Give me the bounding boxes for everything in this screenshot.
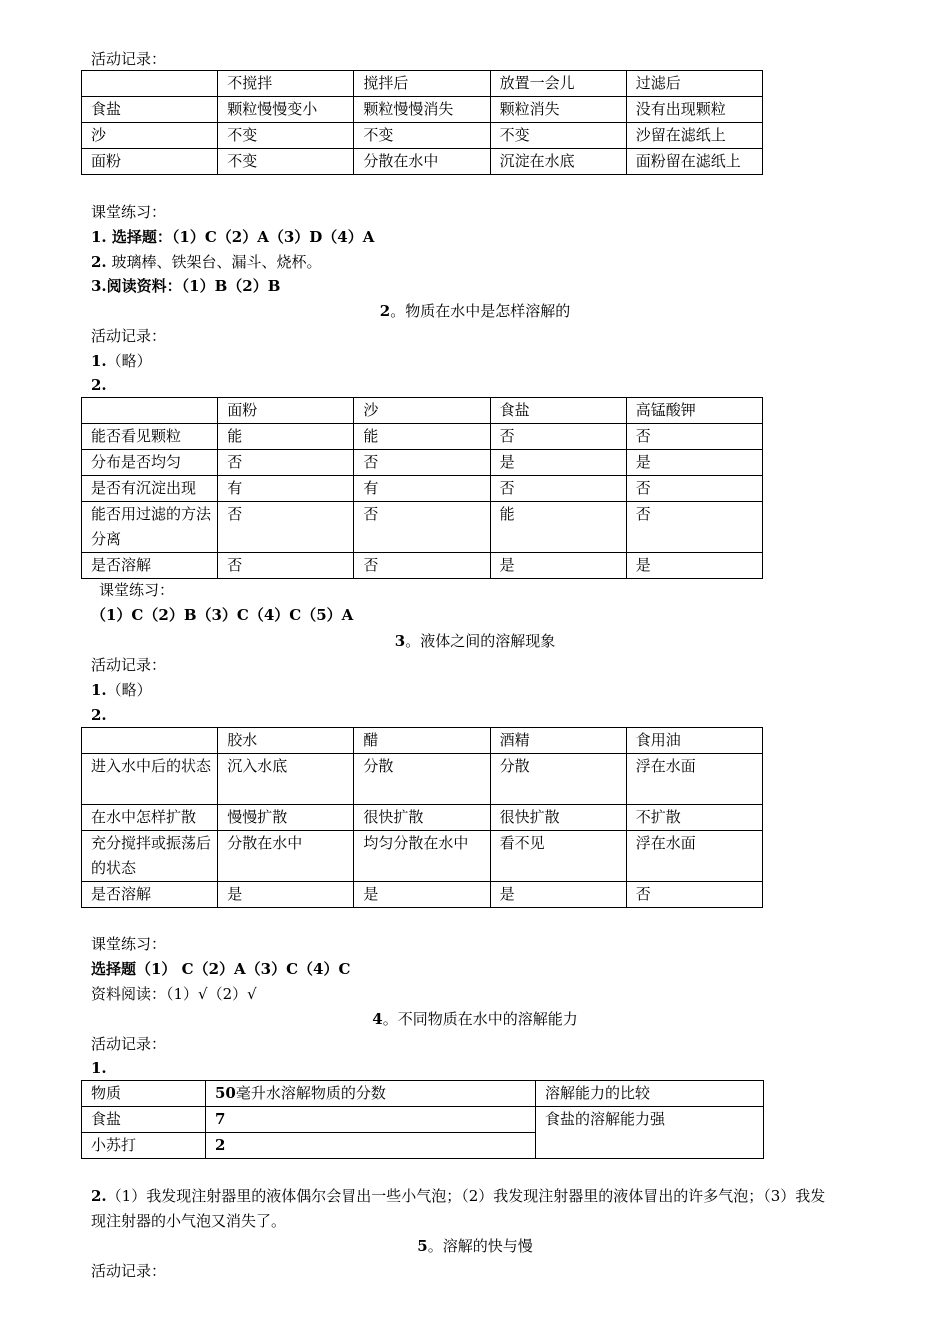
practice-reading-answers: 资料阅读：（1）√（2）√ [91, 985, 257, 1003]
activity-record-label: 活动记录： [91, 1035, 167, 1053]
header-cell [82, 728, 218, 754]
activity-record-label: 活动记录： [91, 327, 167, 345]
table-cell: 均匀分散在水中 [354, 831, 490, 882]
practice-label: 课堂练习： [99, 581, 175, 599]
header-cell: 过滤后 [626, 71, 762, 97]
activity-record-label: 活动记录： [91, 50, 167, 68]
section-title [0, 1234, 950, 1258]
table-cell: 能否看见颗粒 [82, 424, 218, 450]
table-cell: 是否溶解 [82, 553, 218, 579]
table-cell: 浮在水面 [626, 754, 762, 805]
q3-text: 阅读资料：（1）B（2）B [106, 277, 281, 295]
header-cell [82, 71, 218, 97]
table-cell: 能否用过滤的方法分离 [82, 502, 218, 553]
header-cell: 溶解能力的比较 [536, 1081, 764, 1107]
table-row [82, 1107, 764, 1133]
table-header-row [82, 728, 763, 754]
item-number: 1. [91, 352, 107, 370]
table-cell: 不变 [490, 123, 626, 149]
table-cell: 是否有沉淀出现 [82, 476, 218, 502]
table-cell: 否 [354, 450, 490, 476]
table-row [82, 831, 763, 882]
header-cell: 胶水 [218, 728, 354, 754]
table-cell: 分散在水中 [218, 831, 354, 882]
table-row [82, 450, 763, 476]
table-cell: 不变 [218, 123, 354, 149]
item-1: 1. [91, 1059, 107, 1077]
table-cell: 是 [218, 882, 354, 908]
section-number: 4 [372, 1010, 383, 1028]
section-title-text: 。溶解的快与慢 [427, 1237, 533, 1255]
table-cell: 是 [626, 450, 762, 476]
table-cell: 否 [626, 476, 762, 502]
item-text: （略） [106, 352, 152, 370]
table-cell: 颗粒慢慢消失 [354, 97, 490, 123]
table-cell: 否 [490, 476, 626, 502]
table-cell: 不变 [354, 123, 490, 149]
header-cell: 搅拌后 [354, 71, 490, 97]
table-cell: 浮在水面 [626, 831, 762, 882]
table-header-row [82, 1081, 764, 1107]
table-cell: 不变 [218, 149, 354, 175]
header-cell: 不搅拌 [218, 71, 354, 97]
section-number: 2 [379, 302, 391, 320]
table-cell: 是 [626, 553, 762, 579]
table-cell: 有 [218, 476, 354, 502]
table-row [82, 882, 763, 908]
q2-text: 玻璃棒、铁架台、漏斗、烧杯。 [106, 253, 322, 271]
table-cell: 沙留在滤纸上 [626, 123, 762, 149]
table-cell: 否 [626, 424, 762, 450]
table-cell: 否 [626, 882, 762, 908]
table-row [82, 754, 763, 805]
table-cell: 2 [206, 1133, 536, 1159]
table-cell: 否 [218, 450, 354, 476]
table-cell: 食盐 [82, 97, 218, 123]
item-2 [91, 1184, 825, 1208]
table-cell: 分散在水中 [354, 149, 490, 175]
table-solubility [81, 1080, 764, 1159]
header-cell: 沙 [354, 398, 490, 424]
table-cell: 进入水中后的状态 [82, 754, 218, 805]
table-cell: 否 [490, 424, 626, 450]
table-cell: 面粉留在滤纸上 [626, 149, 762, 175]
table-cell: 在水中怎样扩散 [82, 805, 218, 831]
section-number: 5 [417, 1237, 428, 1255]
table-cell-comparison: 食盐的溶解能力强 [536, 1107, 764, 1159]
q1-text: 选择题：（1）C（2）A（3）D（4）A [106, 228, 375, 246]
table-cell: 是否溶解 [82, 882, 218, 908]
table-cell: 小苏打 [82, 1133, 206, 1159]
header-cell: 物质 [82, 1081, 206, 1107]
table-header-row [82, 398, 763, 424]
header-cell [82, 398, 218, 424]
practice-label: 课堂练习： [91, 935, 167, 953]
table-cell: 否 [626, 502, 762, 553]
table-cell: 分布是否均匀 [82, 450, 218, 476]
section-title-text: 。物质在水中是怎样溶解的 [390, 302, 571, 320]
q1-number: 1. [91, 228, 107, 246]
item-text-line1: （1）我发现注射器里的液体偶尔会冒出一些小气泡；（2）我发现注射器里的液体冒出的许多气泡；（3）我发 [106, 1187, 826, 1205]
table-cell: 慢慢扩散 [218, 805, 354, 831]
table-liquid-dissolving [81, 727, 763, 908]
table-cell: 是 [490, 450, 626, 476]
table-cell: 沙 [82, 123, 218, 149]
activity-record-label: 活动记录： [91, 656, 167, 674]
table-row [82, 149, 763, 175]
item-2-continued: 现注射器的小气泡又消失了。 [91, 1212, 287, 1230]
header-cell: 酒精 [490, 728, 626, 754]
item-1 [91, 349, 152, 373]
table-row [82, 502, 763, 553]
table-row [82, 805, 763, 831]
section-title [0, 1007, 950, 1031]
table-cell: 很快扩散 [490, 805, 626, 831]
table-row [82, 424, 763, 450]
section-title [0, 629, 950, 653]
header-cell: 高锰酸钾 [626, 398, 762, 424]
table-cell: 是 [490, 553, 626, 579]
header-cell: 面粉 [218, 398, 354, 424]
table-cell: 否 [354, 502, 490, 553]
header-cell: 醋 [354, 728, 490, 754]
activity-record-label: 活动记录： [91, 1262, 167, 1280]
table-cell: 很快扩散 [354, 805, 490, 831]
table-cell: 能 [354, 424, 490, 450]
item-number: 1. [91, 681, 107, 699]
section-title [0, 299, 950, 323]
table-cell: 面粉 [82, 149, 218, 175]
table-dissolve-properties [81, 397, 763, 579]
table-cell: 能 [490, 502, 626, 553]
practice-label: 课堂练习： [91, 203, 167, 221]
q2-number: 2. [91, 253, 107, 271]
q3-number: 3. [91, 277, 107, 295]
table-dissolve-observation [81, 70, 763, 175]
table-cell: 分散 [354, 754, 490, 805]
table-cell: 沉淀在水底 [490, 149, 626, 175]
item-2: 2. [91, 376, 107, 394]
table-row [82, 97, 763, 123]
header-number: 50 [215, 1084, 236, 1102]
table-cell: 沉入水底 [218, 754, 354, 805]
header-text: 毫升水溶解物质的分数 [235, 1084, 386, 1102]
table-cell: 没有出现颗粒 [626, 97, 762, 123]
item-number: 2. [91, 1187, 107, 1205]
table-cell: 食盐 [82, 1107, 206, 1133]
header-cell: 放置一会儿 [490, 71, 626, 97]
section-title-text: 。液体之间的溶解现象 [405, 632, 556, 650]
practice-q1 [91, 225, 374, 249]
section-title-text: 。不同物质在水中的溶解能力 [382, 1010, 578, 1028]
table-cell: 颗粒消失 [490, 97, 626, 123]
practice-answers: （1）C（2）B（3）C（4）C（5）A [91, 606, 354, 624]
table-cell: 是 [354, 882, 490, 908]
practice-q2 [91, 250, 321, 274]
table-cell: 不扩散 [626, 805, 762, 831]
header-cell: 食用油 [626, 728, 762, 754]
table-cell: 是 [490, 882, 626, 908]
table-cell: 能 [218, 424, 354, 450]
table-row [82, 476, 763, 502]
header-cell [206, 1081, 536, 1107]
item-text: （略） [106, 681, 152, 699]
table-cell: 7 [206, 1107, 536, 1133]
header-cell: 食盐 [490, 398, 626, 424]
item-2: 2. [91, 706, 107, 724]
practice-choice-answers: 选择题（1） C（2）A（3）C（4）C [91, 960, 351, 978]
table-cell: 分散 [490, 754, 626, 805]
table-cell: 否 [218, 553, 354, 579]
table-cell: 否 [354, 553, 490, 579]
table-row [82, 553, 763, 579]
practice-q3 [91, 274, 280, 298]
item-1 [91, 678, 152, 702]
table-cell: 颗粒慢慢变小 [218, 97, 354, 123]
table-cell: 看不见 [490, 831, 626, 882]
table-cell: 有 [354, 476, 490, 502]
table-row [82, 123, 763, 149]
section-number: 3 [394, 632, 406, 650]
table-header-row [82, 71, 763, 97]
table-cell: 充分搅拌或振荡后的状态 [82, 831, 218, 882]
table-cell: 否 [218, 502, 354, 553]
